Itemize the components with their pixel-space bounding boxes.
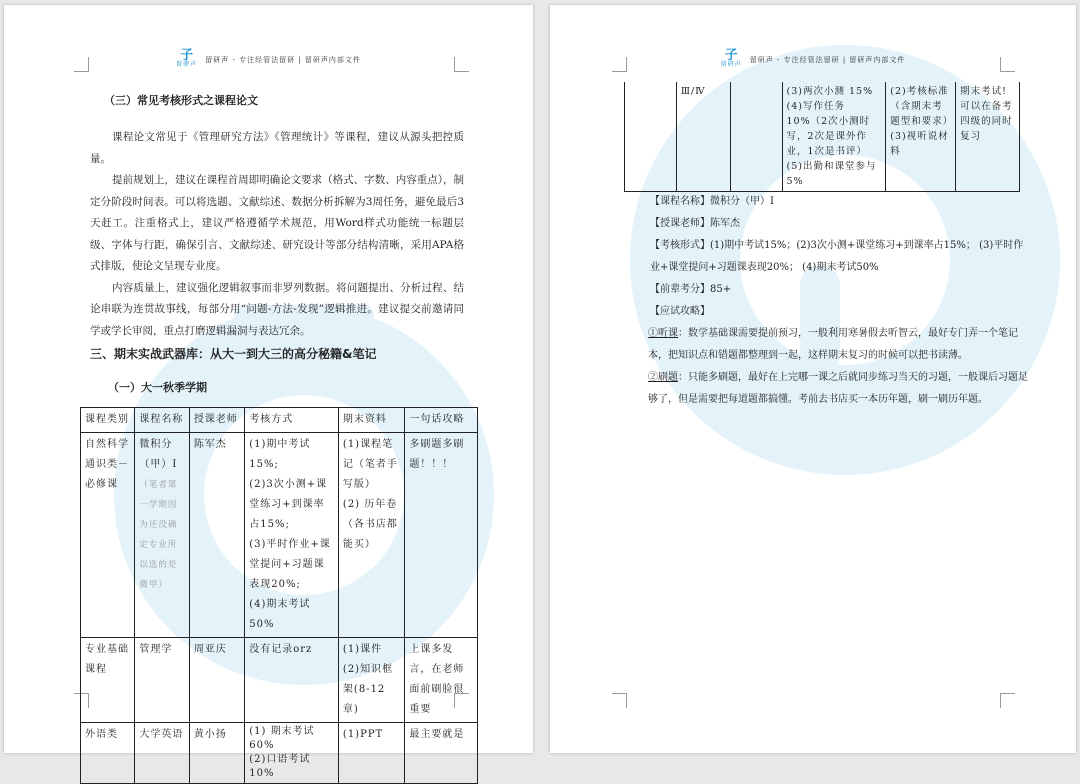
course-name-line: 【课程名称】微积分（甲）Ⅰ (650, 196, 774, 207)
tip-paragraph: ①听课：数学基础课需要提前预习，一般利用寒暑假去听智云，最好专门弄一个笔记本，把知识点和错题都整理到一起，这样期末复习的时候可以把书读薄。 (648, 328, 1018, 361)
cell-materials: (2)考核标准（含期末考题型和要求） (3)视听说材料 (886, 82, 956, 192)
table-header: 课程名称 (135, 408, 189, 433)
course-table (80, 407, 478, 784)
cell-materials: (1)课件 (2)知识框架(8-12章) (338, 638, 405, 723)
brand-logo: 子 留研声 (176, 48, 198, 68)
table-header: 期末资料 (338, 408, 405, 433)
table-header: 考核方式 (245, 408, 339, 433)
assessment-line: 【考核形式】(1)期中考试15%；(2)3次小测+课堂练习+到课率占15%； (3)平时作业+课堂提问+习题课表现20%； (4)期末考试50% (650, 240, 1024, 273)
page-header (4, 49, 533, 71)
section-heading-coursepaper: （三）常见考核形式之课程论文 (104, 94, 258, 107)
cell-exam: (1)期中考试15%; (2)3次小测+课堂练习+到课率占15%; (3)平时作业+课堂提问+习题课表现20%; (4)期末考试50% (245, 433, 339, 638)
cell-exam: 没有记录orz (245, 638, 339, 723)
cell-tip: 上课多发言，在老师面前刷脸很重要 (405, 638, 478, 723)
cell-course: 大学英语 (135, 723, 189, 784)
table-row (81, 723, 478, 784)
cell-teacher: 陈军杰 (189, 433, 244, 638)
cell-teacher: 黄小扬 (189, 723, 244, 784)
cell-empty (730, 82, 782, 192)
cell-materials: (1)PPT (338, 723, 405, 784)
document-page-right (550, 5, 1076, 753)
crop-mark (612, 693, 627, 708)
cell-teacher: 周亚庆 (189, 638, 244, 723)
header-tagline: 留研声 - 专注经管法留研 | 留研声内部文件 (205, 56, 361, 64)
course-table-continued (624, 82, 1020, 192)
teacher-line: 【授课老师】陈军杰 (650, 218, 740, 229)
sub-heading: （一）大一秋季学期 (108, 381, 207, 394)
brand-logo: 子 留研声 (720, 48, 742, 68)
score-line: 【前辈考分】85+ (650, 284, 732, 295)
paragraph: 提前规划上，建议在课程首周即明确论文要求（格式、字数、内容重点），制定分阶段时间表。可以将选题、文献综述、数据分析拆解为3周任务，避免最后3天赶工。注重格式上，建议严格遵循学术规范，用Word样式功能统一标题层级、字体与行距，确保引言、文献综述、研究设计等部分结构清晰，采用APA格式排版，使论文呈现专业度。 (90, 174, 464, 272)
strategy-line: 【应试攻略】 (650, 306, 710, 317)
course-detail-block (650, 191, 1030, 411)
course-note: （笔者第一学期因为还没确定专业所以选的是微甲） (139, 480, 178, 590)
cell-empty (625, 82, 677, 192)
document-page-left (4, 5, 533, 779)
cell-tip: 最主要就是 (405, 723, 478, 784)
cell-category: 自然科学通识类－必修课 (81, 433, 135, 638)
table-header: 一句话攻略 (405, 408, 478, 433)
cell-course: 管理学 (135, 638, 189, 723)
cell-exam: (1) 期末考试60% (2)口语考试10% (245, 723, 339, 784)
table-row (625, 82, 1020, 192)
tip-paragraph: ②刷题：只能多刷题，最好在上完哪一课之后就同步练习当天的习题，一般课后习题足够了，但是需要把每道题都搞懂。考前去书店买一本历年题，刷一刷历年题。 (648, 372, 1028, 405)
cell-tip: 多刷题多刷题！！！ (405, 433, 478, 638)
table-header: 课程类别 (81, 408, 135, 433)
cell-category: 外语类 (81, 723, 135, 784)
table-header-row (81, 408, 478, 433)
table-header: 授课老师 (189, 408, 244, 433)
header-tagline: 留研声 - 专注经管法留研 | 留研声内部文件 (749, 56, 906, 64)
chapter-title: 三、期末实战武器库：从大一到大三的高分秘籍&笔记 (90, 347, 377, 361)
cell-course: 微积分（甲）Ⅰ （笔者第一学期因为还没确定专业所以选的是微甲） (135, 433, 189, 638)
paragraph: 课程论文常见于《管理研究方法》《管理统计》等课程，建议从源头把控质量。 (90, 131, 464, 165)
paragraph: 内容质量上，建议强化逻辑叙事而非罗列数据。将问题提出、分析过程、结论串联为连贯故事线，每部分用“问题-方法-发现”逻辑推进。建议提交前邀请同学或学长审阅，重点打磨逻辑漏洞与表达冗余。 (90, 281, 464, 337)
cell-exam: (3)两次小测 15% (4)写作任务 10%（2次小测时写，2次是课外作业，1次是书评） (5)出勤和课堂参与 5% (782, 82, 886, 192)
cell-category: 专业基础课程 (81, 638, 135, 723)
cell-tip: 期末考试!可以在备考四级的同时复习 (956, 82, 1020, 192)
cell-materials: (1)课程笔记（笔者手写版） (2) 历年卷（各书店都能买） (338, 433, 405, 638)
crop-mark (1000, 693, 1015, 708)
page-header (550, 49, 1076, 71)
table-row (81, 638, 478, 723)
table-row (81, 433, 478, 638)
cell-level: Ⅲ/Ⅳ (676, 82, 730, 192)
